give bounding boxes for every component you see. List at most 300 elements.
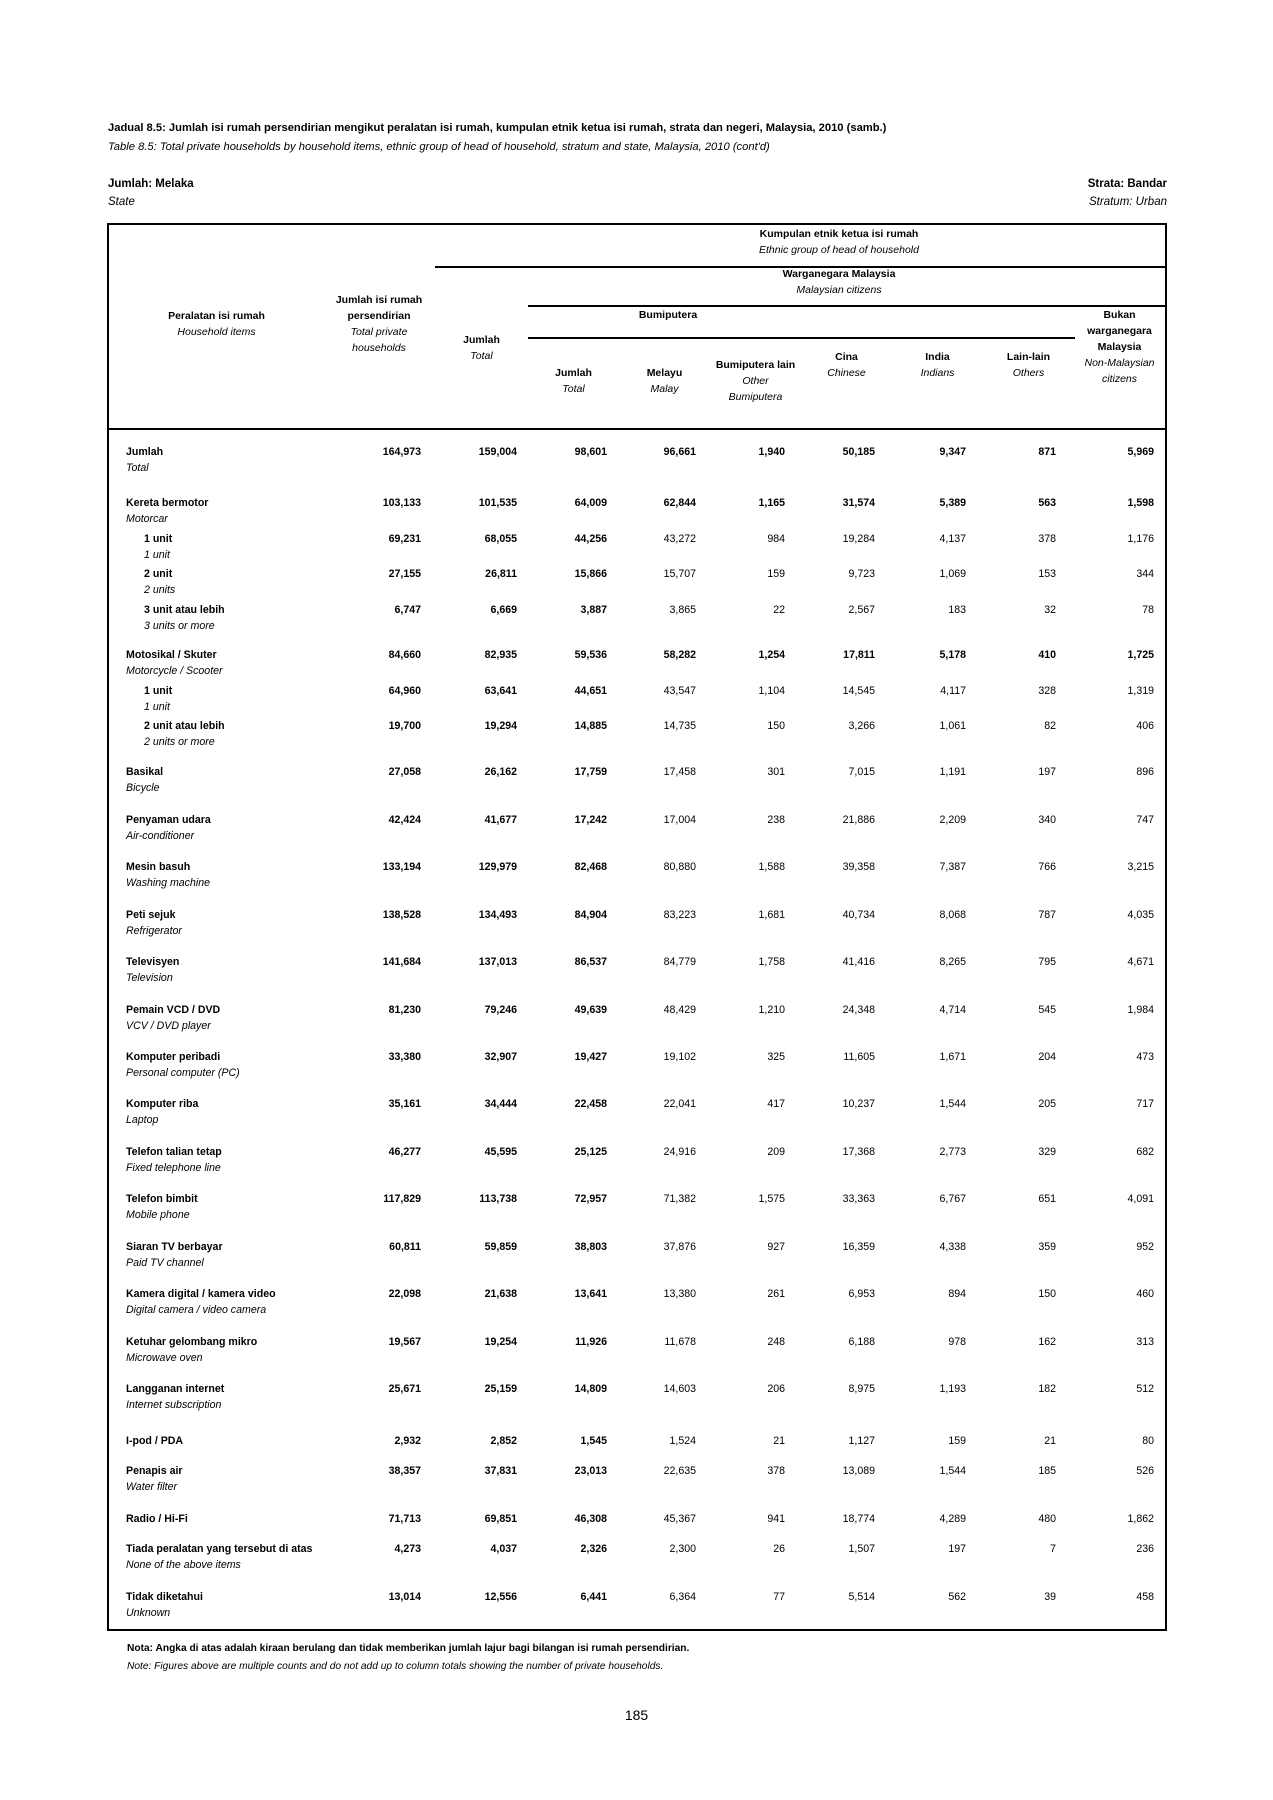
- table-cell: 14,885: [574, 720, 607, 732]
- table-cell: 27,155: [388, 568, 421, 580]
- table-cell: 896: [1136, 766, 1154, 778]
- table-cell: 6,953: [848, 1288, 875, 1300]
- row-label-malay: 1 unit: [144, 533, 173, 545]
- table-cell: 562: [948, 1591, 966, 1603]
- table-row: [109, 602, 1165, 642]
- table-cell: 563: [1038, 497, 1056, 509]
- table-cell: 4,117: [940, 685, 966, 697]
- stratum-label-english: Stratum: Urban: [1089, 196, 1167, 208]
- table-cell: 417: [767, 1098, 785, 1110]
- table-cell: 64,009: [574, 497, 607, 509]
- table-cell: 406: [1136, 720, 1154, 732]
- table-cell: 1,210: [758, 1004, 785, 1016]
- table-row: [109, 1334, 1165, 1374]
- row-label-malay: Siaran TV berbayar: [126, 1241, 223, 1253]
- table-cell: 31,574: [842, 497, 875, 509]
- table-cell: 4,137: [939, 533, 966, 545]
- table-cell: 32,907: [484, 1051, 517, 1063]
- table-cell: 182: [1038, 1383, 1056, 1395]
- table-row: [109, 718, 1165, 758]
- row-label-malay: Televisyen: [126, 956, 180, 968]
- table-cell: 150: [767, 720, 785, 732]
- table-cell: 978: [948, 1336, 966, 1348]
- table-cell: 21,886: [842, 814, 875, 826]
- row-label-malay: Komputer peribadi: [126, 1051, 221, 1063]
- table-cell: 82,468: [574, 861, 607, 873]
- table-cell: 17,458: [663, 766, 696, 778]
- table-row: [109, 1381, 1165, 1421]
- table-title-english: Table 8.5: Total private households by household items, ethnic group of head of household, stratum and state, Malaysia, 2010 (cont'd): [108, 141, 770, 153]
- row-label-english: Motorcar: [126, 513, 168, 525]
- row-label-malay: Pemain VCD / DVD: [126, 1004, 221, 1016]
- row-label: [126, 1511, 188, 1527]
- table-cell: 204: [1038, 1051, 1056, 1063]
- table-row: [109, 859, 1165, 899]
- row-label-english: Unknown: [126, 1607, 171, 1619]
- table-cell: 3,887: [580, 604, 607, 616]
- table-cell: 77: [773, 1591, 785, 1603]
- table-cell: 682: [1136, 1146, 1154, 1158]
- table-cell: 84,904: [574, 909, 607, 921]
- row-label-english: None of the above items: [126, 1559, 241, 1571]
- table-cell: 6,441: [580, 1591, 607, 1603]
- table-cell: 480: [1038, 1513, 1056, 1525]
- table-cell: 117,829: [383, 1193, 421, 1205]
- row-label-english: Bicycle: [126, 782, 160, 794]
- row-label-malay: Penyaman udara: [126, 814, 211, 826]
- table-cell: 38,357: [388, 1465, 421, 1477]
- row-label-english: Motorcycle / Scooter: [126, 665, 223, 677]
- header-rule-bumiputera: [528, 337, 1075, 339]
- table-cell: 17,368: [842, 1146, 875, 1158]
- table-cell: 25,159: [484, 1383, 517, 1395]
- row-label-english: Water filter: [126, 1481, 178, 1493]
- table-cell: 766: [1038, 861, 1056, 873]
- table-cell: 43,272: [663, 533, 696, 545]
- table-cell: 3,865: [669, 604, 696, 616]
- page-number: 185: [624, 1707, 649, 1723]
- table-cell: 7,015: [848, 766, 875, 778]
- table-cell: 19,294: [484, 720, 517, 732]
- table-cell: 39: [1044, 1591, 1056, 1603]
- table-cell: 22,098: [388, 1288, 421, 1300]
- table-cell: 41,677: [484, 814, 517, 826]
- table-cell: 68,055: [484, 533, 517, 545]
- table-row: [109, 566, 1165, 606]
- table-row: [109, 1286, 1165, 1326]
- table-cell: 248: [767, 1336, 785, 1348]
- table-cell: 82,935: [484, 649, 517, 661]
- table-cell: 81,230: [388, 1004, 421, 1016]
- table-cell: 205: [1038, 1098, 1056, 1110]
- table-cell: 45,595: [484, 1146, 517, 1158]
- table-cell: 7: [1050, 1543, 1056, 1555]
- row-label: [144, 718, 225, 750]
- table-cell: 1,940: [758, 446, 785, 458]
- table-cell: 19,700: [388, 720, 421, 732]
- row-label: [126, 1433, 183, 1449]
- table-row: [109, 764, 1165, 804]
- row-label-malay: Telefon bimbit: [126, 1193, 198, 1205]
- table-cell: 526: [1136, 1465, 1154, 1477]
- row-label-malay: I-pod / PDA: [126, 1435, 184, 1447]
- table-cell: 159: [767, 568, 785, 580]
- table-cell: 24,916: [663, 1146, 696, 1158]
- table-cell: 2,852: [490, 1435, 517, 1447]
- note-malay: Nota: Angka di atas adalah kiraan berulang dan tidak memberikan jumlah lajur bagi bilangan isi rumah persendirian.: [127, 1643, 690, 1654]
- table-cell: 13,014: [388, 1591, 421, 1603]
- table-cell: 37,831: [484, 1465, 517, 1477]
- row-label-malay: Komputer riba: [126, 1098, 199, 1110]
- row-label: [126, 1096, 198, 1128]
- header-indians: India Indians: [920, 351, 955, 379]
- table-cell: 26,162: [484, 766, 517, 778]
- table-cell: 2,326: [580, 1543, 607, 1555]
- table-cell: 1,069: [939, 568, 966, 580]
- table-cell: 58,282: [663, 649, 696, 661]
- table-cell: 197: [948, 1543, 966, 1555]
- table-cell: 22,458: [574, 1098, 607, 1110]
- table-cell: 458: [1136, 1591, 1154, 1603]
- table-cell: 1,191: [939, 766, 966, 778]
- table-cell: 8,975: [848, 1383, 875, 1395]
- table-cell: 238: [767, 814, 785, 826]
- table-cell: 17,759: [574, 766, 607, 778]
- table-cell: 79,246: [484, 1004, 517, 1016]
- table-cell: 4,289: [939, 1513, 966, 1525]
- table-cell: 103,133: [382, 497, 421, 509]
- row-label: [144, 566, 175, 598]
- row-label-malay: Penapis air: [126, 1465, 183, 1477]
- table-cell: 39,358: [842, 861, 875, 873]
- table-cell: 18,774: [842, 1513, 875, 1525]
- row-label: [144, 683, 172, 715]
- table-cell: 894: [948, 1288, 966, 1300]
- table-cell: 1,588: [758, 861, 785, 873]
- table-row: [109, 1191, 1165, 1231]
- table-cell: 26: [773, 1543, 785, 1555]
- table-cell: 153: [1038, 568, 1056, 580]
- table-cell: 787: [1038, 909, 1056, 921]
- table-cell: 3,266: [848, 720, 875, 732]
- row-label-malay: Radio / Hi-Fi: [126, 1513, 188, 1525]
- table-cell: 41,416: [842, 956, 875, 968]
- table-cell: 8,265: [939, 956, 966, 968]
- table-cell: 1,319: [1127, 685, 1154, 697]
- header-ethnic-group: Kumpulan etnik ketua isi rumah Ethnic group of head of household: [759, 228, 919, 256]
- table-cell: 42,424: [388, 814, 421, 826]
- table-cell: 14,735: [663, 720, 696, 732]
- table-cell: 26,811: [485, 568, 517, 580]
- row-label: [126, 764, 163, 796]
- header-household-items: Peralatan isi rumah Household items: [168, 310, 265, 338]
- table-cell: 1,507: [848, 1543, 875, 1555]
- row-label-english: Total: [126, 462, 149, 474]
- table-cell: 11,605: [843, 1051, 875, 1063]
- table-cell: 1,725: [1127, 649, 1154, 661]
- table-cell: 206: [767, 1383, 785, 1395]
- table-cell: 15,866: [574, 568, 607, 580]
- table-cell: 4,714: [939, 1004, 966, 1016]
- table-cell: 15,707: [663, 568, 696, 580]
- row-label-english: Internet subscription: [126, 1399, 222, 1411]
- table-cell: 101,535: [478, 497, 517, 509]
- table-cell: 2,300: [669, 1543, 696, 1555]
- table-row: [109, 1049, 1165, 1089]
- row-label-english: VCV / DVD player: [126, 1020, 211, 1032]
- table-cell: 44,651: [574, 685, 607, 697]
- row-label-english: 3 units or more: [144, 620, 215, 632]
- table-cell: 25,671: [388, 1383, 421, 1395]
- row-label-malay: Mesin basuh: [126, 861, 191, 873]
- table-cell: 19,427: [574, 1051, 607, 1063]
- table-cell: 17,004: [663, 814, 696, 826]
- table-row: [109, 531, 1165, 571]
- table-cell: 78: [1142, 604, 1154, 616]
- table-cell: 197: [1038, 766, 1056, 778]
- table-cell: 1,544: [939, 1465, 966, 1477]
- table-cell: 141,684: [382, 956, 421, 968]
- table-cell: 24,348: [842, 1004, 875, 1016]
- table-cell: 209: [767, 1146, 785, 1158]
- row-label-english: Mobile phone: [126, 1209, 190, 1221]
- table-cell: 64,960: [388, 685, 421, 697]
- header-chinese: Cina Chinese: [827, 351, 866, 379]
- table-cell: 1,984: [1127, 1004, 1154, 1016]
- table-cell: 38,803: [574, 1241, 607, 1253]
- header-non-malaysian-citizens: Bukan warganegara Malaysia Non-Malaysian citizens: [1084, 309, 1155, 385]
- row-label-english: 2 units: [144, 584, 176, 596]
- table-cell: 1,598: [1127, 497, 1154, 509]
- table-cell: 133,194: [382, 861, 421, 873]
- table-cell: 10,237: [842, 1098, 875, 1110]
- row-label: [126, 1239, 223, 1271]
- table-cell: 1,575: [758, 1193, 785, 1205]
- table-cell: 17,242: [574, 814, 607, 826]
- row-label-english: Microwave oven: [126, 1352, 203, 1364]
- table-cell: 150: [1038, 1288, 1056, 1300]
- table-cell: 329: [1038, 1146, 1056, 1158]
- table-cell: 1,254: [758, 649, 785, 661]
- row-label-english: Laptop: [126, 1114, 159, 1126]
- table-cell: 4,035: [1127, 909, 1154, 921]
- table-cell: 1,758: [758, 956, 785, 968]
- table-cell: 32: [1044, 604, 1056, 616]
- header-others: Lain-lain Others: [1006, 351, 1051, 379]
- row-label-english: 1 unit: [144, 549, 170, 561]
- table-cell: 4,671: [1127, 956, 1154, 968]
- table-cell: 37,876: [663, 1241, 696, 1253]
- table-cell: 1,544: [939, 1098, 966, 1110]
- table-cell: 162: [1038, 1336, 1056, 1348]
- table-cell: 4,273: [394, 1543, 421, 1555]
- table-cell: 14,809: [574, 1383, 607, 1395]
- table-cell: 545: [1038, 1004, 1056, 1016]
- table-row: [109, 812, 1165, 852]
- row-label: [126, 647, 223, 679]
- table-cell: 183: [948, 604, 966, 616]
- table-cell: 59,536: [574, 649, 607, 661]
- table-cell: 1,862: [1127, 1513, 1154, 1525]
- stratum-label-malay: Strata: Bandar: [1087, 178, 1167, 190]
- header-total-households: Jumlah isi rumah persendirian Total private households: [335, 294, 423, 354]
- row-label-malay: 2 unit: [144, 568, 173, 580]
- table-cell: 313: [1136, 1336, 1154, 1348]
- header-malaysian-citizens: Warganegara Malaysia Malaysian citizens: [782, 268, 896, 296]
- table-cell: 5,969: [1127, 446, 1154, 458]
- row-label-malay: Langganan internet: [126, 1383, 225, 1395]
- table-cell: 45,367: [663, 1513, 696, 1525]
- row-label-english: Personal computer (PC): [126, 1067, 240, 1079]
- table-cell: 344: [1136, 568, 1154, 580]
- row-label: [126, 1381, 224, 1413]
- table-cell: 98,601: [574, 446, 607, 458]
- table-cell: 69,851: [484, 1513, 517, 1525]
- table-cell: 49,639: [574, 1004, 607, 1016]
- row-label-malay: Kereta bermotor: [126, 497, 209, 509]
- table-cell: 21: [773, 1435, 785, 1447]
- table-cell: 747: [1136, 814, 1154, 826]
- table-cell: 19,567: [388, 1336, 421, 1348]
- table-cell: 33,380: [388, 1051, 421, 1063]
- header-bumiputera: Bumiputera: [638, 309, 698, 321]
- row-label-malay: Peti sejuk: [126, 909, 176, 921]
- table-cell: 137,013: [478, 956, 517, 968]
- table-cell: 82: [1044, 720, 1056, 732]
- table-cell: 16,359: [842, 1241, 875, 1253]
- table-cell: 80: [1142, 1435, 1154, 1447]
- table-cell: 328: [1038, 685, 1056, 697]
- table-cell: 35,161: [388, 1098, 421, 1110]
- row-label: [126, 859, 210, 891]
- table-cell: 7,387: [939, 861, 966, 873]
- table-cell: 1,193: [939, 1383, 966, 1395]
- table-cell: 378: [767, 1465, 785, 1477]
- row-label-malay: Tiada peralatan yang tersebut di atas: [126, 1543, 313, 1555]
- table-cell: 9,347: [939, 446, 966, 458]
- table-cell: 2,567: [848, 604, 875, 616]
- table-cell: 59,859: [484, 1241, 517, 1253]
- table-cell: 1,524: [669, 1435, 696, 1447]
- row-label-malay: 3 unit atau lebih: [144, 604, 225, 616]
- table-cell: 6,364: [669, 1591, 696, 1603]
- table-cell: 984: [767, 533, 785, 545]
- table-row: [109, 1239, 1165, 1279]
- row-label: [126, 444, 163, 476]
- table-cell: 11,678: [664, 1336, 696, 1348]
- table-cell: 14,545: [842, 685, 875, 697]
- table-cell: 410: [1038, 649, 1056, 661]
- header-rule-bottom: [109, 428, 1165, 430]
- table-cell: 5,389: [939, 497, 966, 509]
- table-title-malay: Jadual 8.5: Jumlah isi rumah persendirian mengikut peralatan isi rumah, kumpulan etnik ketua isi rumah, strata dan negeri, Malaysia, 2010 (samb.): [108, 122, 887, 134]
- table-cell: 23,013: [574, 1465, 607, 1477]
- table-cell: 71,713: [388, 1513, 421, 1525]
- table-cell: 1,104: [758, 685, 785, 697]
- row-label-english: Air-conditioner: [126, 830, 195, 842]
- table-cell: 11,926: [575, 1336, 607, 1348]
- table-cell: 34,444: [484, 1098, 517, 1110]
- table-cell: 1,165: [758, 497, 785, 509]
- table-cell: 9,723: [848, 568, 875, 580]
- row-label: [126, 495, 208, 527]
- table-cell: 340: [1038, 814, 1056, 826]
- header-other-bumiputera: Bumiputera lain Other Bumiputera: [715, 359, 796, 403]
- table-cell: 6,669: [490, 604, 517, 616]
- table-cell: 84,779: [663, 956, 696, 968]
- row-label-english: Television: [126, 972, 173, 984]
- table-cell: 1,671: [939, 1051, 966, 1063]
- row-label-malay: Jumlah: [126, 446, 164, 458]
- header-malay: Melayu Malay: [646, 367, 683, 395]
- table-cell: 941: [767, 1513, 785, 1525]
- row-label: [126, 1463, 183, 1495]
- table-cell: 19,254: [484, 1336, 517, 1348]
- table-cell: 1,681: [758, 909, 785, 921]
- table-cell: 86,537: [574, 956, 607, 968]
- table-cell: 83,223: [663, 909, 696, 921]
- row-label: [126, 1002, 220, 1034]
- table-row: [109, 1541, 1165, 1581]
- row-label: [126, 1541, 312, 1573]
- row-label-malay: Basikal: [126, 766, 164, 778]
- note-english: Note: Figures above are multiple counts and do not add up to column totals showing the number of private households.: [127, 1661, 664, 1672]
- table-cell: 72,957: [574, 1193, 607, 1205]
- row-label: [126, 1286, 276, 1318]
- table-cell: 2,932: [394, 1435, 421, 1447]
- table-row: [109, 954, 1165, 994]
- table-row: [109, 647, 1165, 687]
- table-cell: 6,188: [848, 1336, 875, 1348]
- table-cell: 50,185: [842, 446, 875, 458]
- row-label-english: Washing machine: [126, 877, 211, 889]
- table-cell: 63,641: [484, 685, 517, 697]
- row-label-malay: Motosikal / Skuter: [126, 649, 217, 661]
- table-cell: 1,061: [939, 720, 966, 732]
- table-row: [109, 683, 1165, 723]
- table-row: [109, 1144, 1165, 1184]
- table-cell: 69,231: [388, 533, 421, 545]
- data-table: [107, 223, 1167, 1631]
- row-label: [126, 1589, 203, 1621]
- table-cell: 473: [1136, 1051, 1154, 1063]
- table-cell: 717: [1136, 1098, 1154, 1110]
- table-cell: 96,661: [663, 446, 696, 458]
- state-label-english: State: [108, 196, 135, 208]
- table-cell: 134,493: [478, 909, 517, 921]
- table-row: [109, 1589, 1165, 1629]
- table-cell: 952: [1136, 1241, 1154, 1253]
- table-cell: 22: [773, 604, 785, 616]
- table-cell: 4,037: [490, 1543, 517, 1555]
- table-cell: 40,734: [842, 909, 875, 921]
- row-label: [126, 1144, 222, 1176]
- row-label-malay: Ketuhar gelombang mikro: [126, 1336, 258, 1348]
- table-cell: 325: [767, 1051, 785, 1063]
- table-cell: 378: [1038, 533, 1056, 545]
- table-cell: 651: [1038, 1193, 1056, 1205]
- table-cell: 21: [1044, 1435, 1056, 1447]
- table-cell: 71,382: [663, 1193, 696, 1205]
- table-cell: 164,973: [382, 446, 421, 458]
- table-cell: 80,880: [663, 861, 696, 873]
- table-row: [109, 1463, 1165, 1503]
- table-cell: 159,004: [478, 446, 517, 458]
- table-cell: 33,363: [842, 1193, 875, 1205]
- row-label-malay: Telefon talian tetap: [126, 1146, 222, 1158]
- table-cell: 4,091: [1127, 1193, 1154, 1205]
- table-cell: 301: [767, 766, 785, 778]
